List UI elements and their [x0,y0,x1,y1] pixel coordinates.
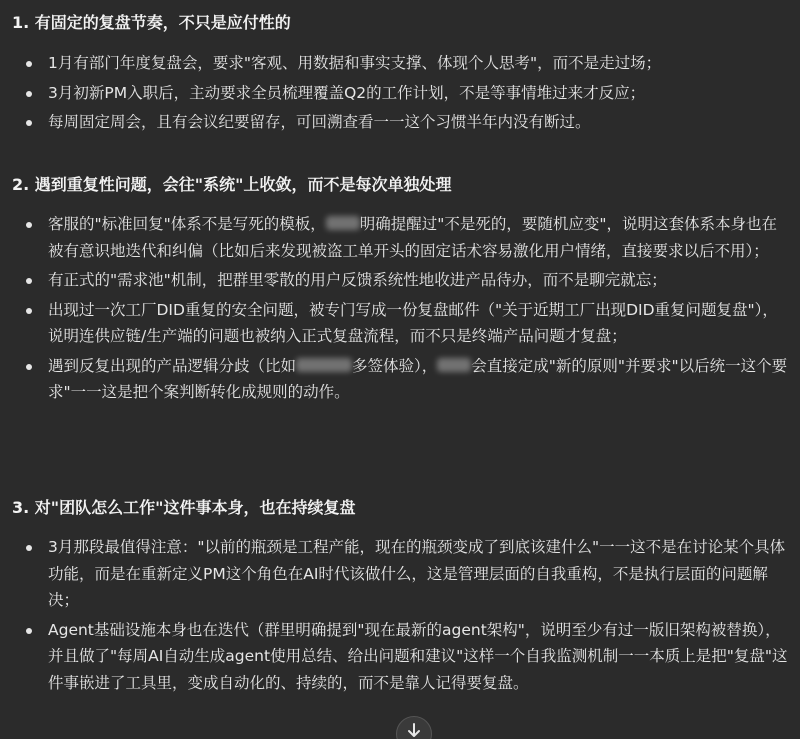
list-item [12,353,790,406]
list-item [12,211,790,264]
list-item-text: 3月那段最值得注意："以前的瓶颈是工程产能，现在的瓶颈变成了到底该建什么"一一这不是在讨论某个具体功能，而是在重新定义PM这个角色在AI时代该做什么，这是管理层面的自我重构，不是执行层面的问题解决； [48,538,786,609]
section-2 [12,174,790,406]
bullet-list [12,211,790,406]
section-heading: 3. 对"团队怎么工作"这件事本身，也在持续复盘 [12,498,356,517]
list-item-text: 多签体验）， [352,356,438,375]
redacted-name [437,358,471,372]
bullet-icon [26,120,32,126]
list-item-text: 3月初新PM入职后，主动要求全员梳理覆盖Q2的工作计划，不是等事情堆过来才反应； [48,83,646,102]
bullet-icon [26,364,32,370]
bullet-icon [26,222,32,228]
list-item [12,267,790,294]
list-item-text: 客服的"标准回复"体系不是写死的模板， [48,215,326,233]
section-heading: 1. 有固定的复盘节奏，不只是应付性的 [12,13,291,32]
list-item [12,80,790,107]
redacted-name [296,358,352,372]
list-item [12,617,790,697]
bullet-icon [26,91,32,97]
list-item-text: 每周固定周会，且有会议纪要留存，可回溯查看一一这个习惯半年内没有断过。 [48,113,591,131]
list-item [12,109,790,136]
redacted-name [326,216,360,230]
list-item [12,297,790,350]
bullet-icon [26,61,32,67]
bullet-icon [26,308,32,314]
bullet-icon [26,278,32,284]
list-item-text: 出现过一次工厂DID重复的安全问题，被专门写成一份复盘邮件（"关于近期工厂出现DID重复问题复盘"），说明连供应链/生产端的问题也被纳入正式复盘流程，而不只是终端产品问题才复盘； [48,300,778,345]
list-item-text: 1月有部门年度复盘会，要求"客观、用数据和事实支撑、体现个人思考"，而不是走过场； [48,54,662,72]
section-heading: 2. 遇到重复性问题，会往"系统"上收敛，而不是每次单独处理 [12,175,452,194]
list-item-text: 遇到反复出现的产品逻辑分歧（比如 [48,356,297,375]
bullet-list [12,534,790,696]
list-item-text: 会直接定成"新的原则"并要求"以后统一这个要求"一一这是把个案判断转化成规则的动作。 [48,356,788,401]
bullet-icon [26,628,32,634]
bullet-list [12,50,790,136]
list-item-text: Agent基础设施本身也在迭代（群里明确提到"现在最新的agent架构"，说明至少有过一版旧架构被替换），并且做了"每周AI自动生成agent使用总结、给出问题和建议"这样一个自我监测机制一一本质上是把"复盘"这件事嵌进了工具里，变成自动化的、持续的，而不是靠人记得要复盘。 [48,620,788,692]
arrow-down-icon [407,723,421,739]
bullet-icon [26,545,32,551]
list-item [12,534,790,614]
list-item-text: 明确提醒过"不是死的，要随机应变"，说明这套体系本身也在被有意识地迭代和纠偏（比如后来发现被盗工单开头的固定话术容易激化用户情绪，直接要求以后不用）； [48,215,778,260]
section-3 [12,497,790,696]
section-1 [12,12,790,136]
list-item [12,50,790,77]
list-item-text: 有正式的"需求池"机制，把群里零散的用户反馈系统性地收进产品待办，而不是聊完就忘； [48,271,667,289]
